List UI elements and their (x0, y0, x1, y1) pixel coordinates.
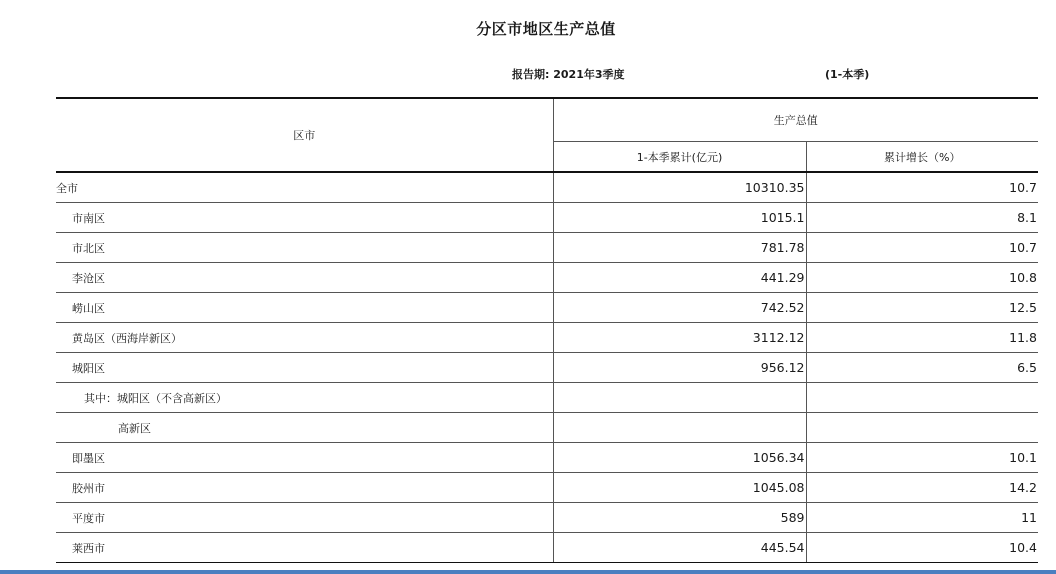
cumulative-value-cell: 1045.08 (553, 473, 806, 503)
growth-rate-cell: 11 (806, 503, 1038, 533)
growth-rate-cell (806, 383, 1038, 413)
header-cumulative: 1-本季累计(亿元) (553, 142, 806, 173)
growth-rate-cell: 10.7 (806, 172, 1038, 203)
cumulative-value-cell: 742.52 (553, 293, 806, 323)
growth-rate-cell: 11.8 (806, 323, 1038, 353)
gdp-table (56, 97, 1038, 563)
cumulative-value-cell: 781.78 (553, 233, 806, 263)
cumulative-value-cell: 445.54 (553, 533, 806, 563)
region-name-cell: 莱西市 (56, 533, 553, 563)
table-row (56, 233, 1038, 263)
page-title: 分区市地区生产总值 (476, 20, 616, 38)
cumulative-value-cell: 589 (553, 503, 806, 533)
growth-rate-cell: 6.5 (806, 353, 1038, 383)
table-row (56, 503, 1038, 533)
cumulative-value-cell: 956.12 (553, 353, 806, 383)
region-name-cell: 崂山区 (56, 293, 553, 323)
report-period-label: 报告期: 2021年3季度 (512, 68, 625, 81)
table-row (56, 263, 1038, 293)
region-name-cell: 胶州市 (56, 473, 553, 503)
region-name-cell: 其中：城阳区（不含高新区） (56, 383, 553, 413)
cumulative-value-cell: 1056.34 (553, 443, 806, 473)
growth-rate-cell: 12.5 (806, 293, 1038, 323)
cumulative-value-cell: 441.29 (553, 263, 806, 293)
region-name-cell: 市南区 (56, 203, 553, 233)
header-region: 区市 (56, 98, 553, 172)
cumulative-value-cell: 10310.35 (553, 172, 806, 203)
table-body (56, 172, 1038, 563)
growth-rate-cell (806, 413, 1038, 443)
growth-rate-cell: 10.4 (806, 533, 1038, 563)
growth-rate-cell: 14.2 (806, 473, 1038, 503)
bottom-scroll-bar (0, 570, 1056, 574)
table-row (56, 443, 1038, 473)
table-row (56, 293, 1038, 323)
cumulative-value-cell (553, 383, 806, 413)
report-period-range: (1-本季) (825, 68, 870, 81)
table-row (56, 533, 1038, 563)
growth-rate-cell: 8.1 (806, 203, 1038, 233)
growth-rate-cell: 10.8 (806, 263, 1038, 293)
region-name-cell: 黄岛区（西海岸新区） (56, 323, 553, 353)
region-name-cell: 李沧区 (56, 263, 553, 293)
region-name-cell: 市北区 (56, 233, 553, 263)
cumulative-value-cell (553, 413, 806, 443)
region-name-cell: 全市 (56, 172, 553, 203)
header-growth: 累计增长（%） (806, 142, 1038, 173)
table-row (56, 473, 1038, 503)
table-row (56, 413, 1038, 443)
table-row (56, 353, 1038, 383)
growth-rate-cell: 10.1 (806, 443, 1038, 473)
region-name-cell: 城阳区 (56, 353, 553, 383)
table-row (56, 323, 1038, 353)
table-row (56, 203, 1038, 233)
growth-rate-cell: 10.7 (806, 233, 1038, 263)
header-gdp: 生产总值 (553, 98, 1038, 142)
region-name-cell: 平度市 (56, 503, 553, 533)
cumulative-value-cell: 1015.1 (553, 203, 806, 233)
table-row (56, 383, 1038, 413)
region-name-cell: 即墨区 (56, 443, 553, 473)
region-name-cell: 高新区 (56, 413, 553, 443)
table-row (56, 172, 1038, 203)
cumulative-value-cell: 3112.12 (553, 323, 806, 353)
